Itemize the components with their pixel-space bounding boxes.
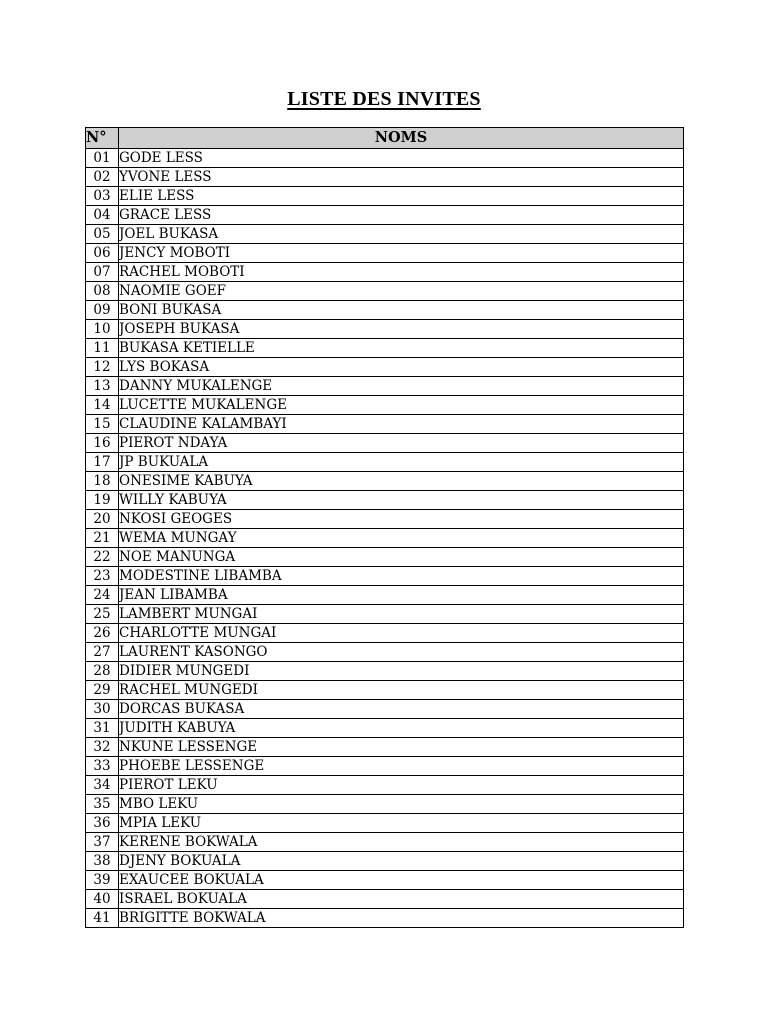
row-number: 05 <box>86 225 119 244</box>
table-row <box>86 719 684 738</box>
table-row <box>86 852 684 871</box>
guest-name: JP BUKUALA <box>119 453 684 472</box>
row-number: 13 <box>86 377 119 396</box>
table-row <box>86 548 684 567</box>
table-row <box>86 434 684 453</box>
table-row <box>86 567 684 586</box>
table-row <box>86 510 684 529</box>
row-number: 29 <box>86 681 119 700</box>
table-header-row <box>86 128 684 149</box>
table-row <box>86 833 684 852</box>
row-number: 18 <box>86 472 119 491</box>
row-number: 07 <box>86 263 119 282</box>
table-row <box>86 149 684 168</box>
table-row <box>86 643 684 662</box>
guest-name: BRIGITTE BOKWALA <box>119 909 684 928</box>
guest-name: LAURENT KASONGO <box>119 643 684 662</box>
row-number: 16 <box>86 434 119 453</box>
guest-name: NOE MANUNGA <box>119 548 684 567</box>
row-number: 25 <box>86 605 119 624</box>
guest-name: LYS BOKASA <box>119 358 684 377</box>
table-row <box>86 776 684 795</box>
table-row <box>86 415 684 434</box>
guest-name: WILLY KABUYA <box>119 491 684 510</box>
row-number: 37 <box>86 833 119 852</box>
row-number: 01 <box>86 149 119 168</box>
row-number: 02 <box>86 168 119 187</box>
row-number: 32 <box>86 738 119 757</box>
table-row <box>86 700 684 719</box>
guest-name: JOEL BUKASA <box>119 225 684 244</box>
table-row <box>86 662 684 681</box>
row-number: 09 <box>86 301 119 320</box>
guest-name: YVONE LESS <box>119 168 684 187</box>
row-number: 33 <box>86 757 119 776</box>
table-row <box>86 168 684 187</box>
row-number: 22 <box>86 548 119 567</box>
guest-name: RACHEL MOBOTI <box>119 263 684 282</box>
guest-name: CHARLOTTE MUNGAI <box>119 624 684 643</box>
guest-name: PIEROT LEKU <box>119 776 684 795</box>
row-number: 41 <box>86 909 119 928</box>
row-number: 31 <box>86 719 119 738</box>
guest-name: JOSEPH BUKASA <box>119 320 684 339</box>
guest-name: LUCETTE MUKALENGE <box>119 396 684 415</box>
guest-name: WEMA MUNGAY <box>119 529 684 548</box>
table-row <box>86 624 684 643</box>
table-row <box>86 681 684 700</box>
row-number: 23 <box>86 567 119 586</box>
guest-name: ONESIME KABUYA <box>119 472 684 491</box>
column-header-number: N° <box>86 128 119 149</box>
guest-name: ISRAEL BOKUALA <box>119 890 684 909</box>
row-number: 19 <box>86 491 119 510</box>
guest-name: RACHEL MUNGEDI <box>119 681 684 700</box>
row-number: 36 <box>86 814 119 833</box>
row-number: 34 <box>86 776 119 795</box>
table-row <box>86 206 684 225</box>
table-row <box>86 472 684 491</box>
guest-name: EXAUCEE BOKUALA <box>119 871 684 890</box>
column-header-names: NOMS <box>119 128 684 149</box>
guest-name: NKOSI GEOGES <box>119 510 684 529</box>
table-row <box>86 795 684 814</box>
guest-name: JEAN LIBAMBA <box>119 586 684 605</box>
table-row <box>86 396 684 415</box>
guest-name: DIDIER MUNGEDI <box>119 662 684 681</box>
row-number: 20 <box>86 510 119 529</box>
row-number: 12 <box>86 358 119 377</box>
guest-name: DJENY BOKUALA <box>119 852 684 871</box>
table-row <box>86 225 684 244</box>
row-number: 14 <box>86 396 119 415</box>
row-number: 08 <box>86 282 119 301</box>
table-row <box>86 187 684 206</box>
guest-name: DANNY MUKALENGE <box>119 377 684 396</box>
row-number: 27 <box>86 643 119 662</box>
guest-name: CLAUDINE KALAMBAYI <box>119 415 684 434</box>
table-row <box>86 586 684 605</box>
table-row <box>86 282 684 301</box>
table-row <box>86 890 684 909</box>
guest-name: KERENE BOKWALA <box>119 833 684 852</box>
row-number: 30 <box>86 700 119 719</box>
table-row <box>86 529 684 548</box>
guest-name: PIEROT NDAYA <box>119 434 684 453</box>
row-number: 26 <box>86 624 119 643</box>
guest-name: LAMBERT MUNGAI <box>119 605 684 624</box>
row-number: 28 <box>86 662 119 681</box>
row-number: 10 <box>86 320 119 339</box>
guest-name: MPIA LEKU <box>119 814 684 833</box>
guest-name: JENCY MOBOTI <box>119 244 684 263</box>
row-number: 24 <box>86 586 119 605</box>
guest-name: PHOEBE LESSENGE <box>119 757 684 776</box>
row-number: 11 <box>86 339 119 358</box>
row-number: 40 <box>86 890 119 909</box>
row-number: 04 <box>86 206 119 225</box>
row-number: 39 <box>86 871 119 890</box>
table-row <box>86 339 684 358</box>
table-row <box>86 871 684 890</box>
guest-name: GODE LESS <box>119 149 684 168</box>
table-row <box>86 909 684 928</box>
table-row <box>86 738 684 757</box>
page-title: LISTE DES INVITES <box>287 88 481 110</box>
guest-name: NAOMIE GOEF <box>119 282 684 301</box>
table-row <box>86 301 684 320</box>
guest-name: MBO LEKU <box>119 795 684 814</box>
table-row <box>86 814 684 833</box>
guest-name: NKUNE LESSENGE <box>119 738 684 757</box>
row-number: 35 <box>86 795 119 814</box>
guest-name: GRACE LESS <box>119 206 684 225</box>
row-number: 03 <box>86 187 119 206</box>
table-row <box>86 605 684 624</box>
guest-name: BONI BUKASA <box>119 301 684 320</box>
table-row <box>86 358 684 377</box>
row-number: 17 <box>86 453 119 472</box>
row-number: 15 <box>86 415 119 434</box>
row-number: 06 <box>86 244 119 263</box>
guest-name: MODESTINE LIBAMBA <box>119 567 684 586</box>
table-row <box>86 453 684 472</box>
row-number: 21 <box>86 529 119 548</box>
table-row <box>86 320 684 339</box>
guest-name: JUDITH KABUYA <box>119 719 684 738</box>
table-row <box>86 377 684 396</box>
guest-list-table <box>85 127 684 928</box>
table-row <box>86 757 684 776</box>
table-row <box>86 491 684 510</box>
table-row <box>86 244 684 263</box>
row-number: 38 <box>86 852 119 871</box>
guest-name: ELIE LESS <box>119 187 684 206</box>
guest-name: BUKASA KETIELLE <box>119 339 684 358</box>
guest-rows <box>86 149 684 928</box>
guest-name: DORCAS BUKASA <box>119 700 684 719</box>
table-row <box>86 263 684 282</box>
